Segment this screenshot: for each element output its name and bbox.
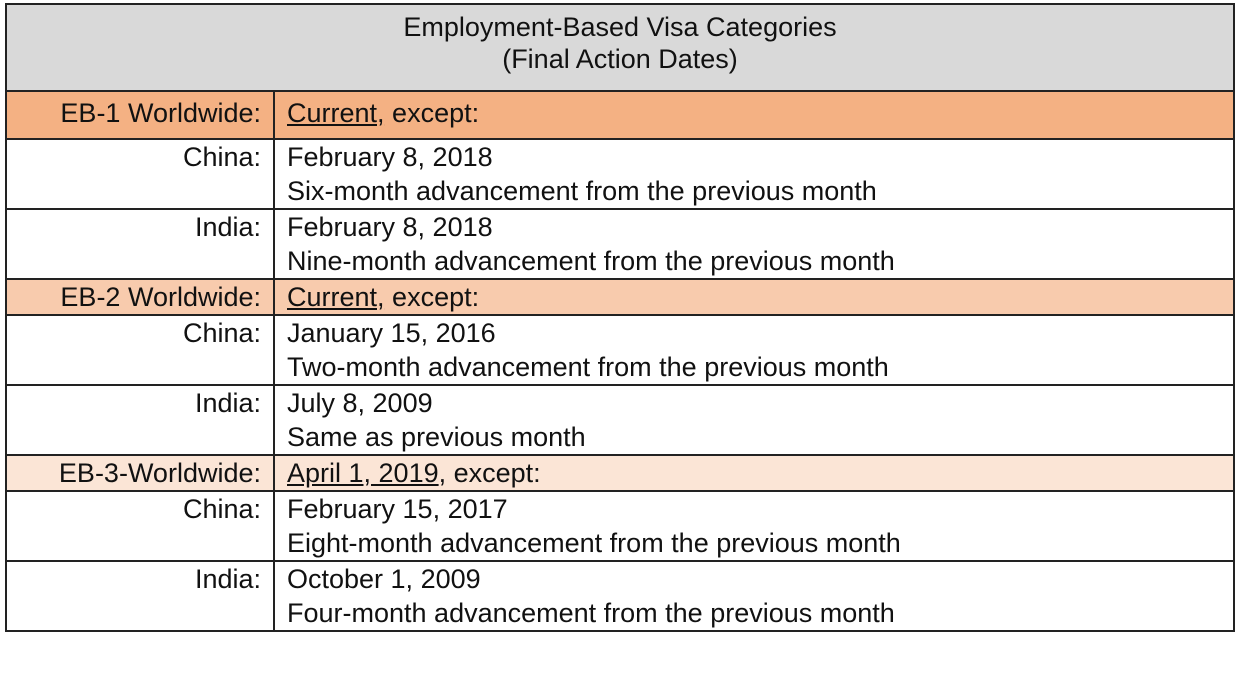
- category-row-eb3: [6, 455, 1234, 491]
- category-row-eb2: [6, 279, 1234, 315]
- final-action-date: February 8, 2018: [287, 142, 493, 172]
- country-row-eb1-china: [6, 139, 1234, 209]
- category-status: [274, 91, 1234, 139]
- advancement-note: Four-month advancement from the previous month: [287, 598, 895, 628]
- status-suffix: except:: [384, 98, 480, 128]
- advancement-note: Nine-month advancement from the previous month: [287, 246, 895, 276]
- table-title-line-2: (Final Action Dates): [502, 44, 738, 74]
- country-row-eb2-india: [6, 385, 1234, 455]
- country-value: [274, 139, 1234, 209]
- country-value: [274, 209, 1234, 279]
- table-title-row: [6, 4, 1234, 91]
- country-row-eb3-india: [6, 561, 1234, 631]
- country-value: [274, 491, 1234, 561]
- status-link[interactable]: Current,: [287, 98, 385, 128]
- advancement-note: Eight-month advancement from the previous month: [287, 528, 901, 558]
- category-status: [274, 279, 1234, 315]
- country-row-eb3-china: [6, 491, 1234, 561]
- category-label: EB-3-Worldwide:: [6, 455, 274, 491]
- country-value: [274, 315, 1234, 385]
- final-action-date: July 8, 2009: [287, 388, 433, 418]
- country-label: China:: [6, 315, 274, 385]
- country-label: India:: [6, 561, 274, 631]
- category-label: EB-1 Worldwide:: [6, 91, 274, 139]
- category-row-eb1: [6, 91, 1234, 139]
- country-value: [274, 561, 1234, 631]
- status-link[interactable]: April 1, 2019: [287, 458, 439, 488]
- status-suffix: , except:: [438, 458, 541, 488]
- country-value: [274, 385, 1234, 455]
- status-link[interactable]: Current,: [287, 282, 385, 312]
- visa-bulletin-table: [5, 3, 1235, 632]
- final-action-date: October 1, 2009: [287, 564, 481, 594]
- country-label: India:: [6, 385, 274, 455]
- category-label: EB-2 Worldwide:: [6, 279, 274, 315]
- table-title: [6, 4, 1234, 91]
- final-action-date: February 8, 2018: [287, 212, 493, 242]
- table-title-line-1: Employment-Based Visa Categories: [403, 12, 837, 42]
- country-label: China:: [6, 139, 274, 209]
- final-action-date: January 15, 2016: [287, 318, 496, 348]
- country-label: China:: [6, 491, 274, 561]
- country-label: India:: [6, 209, 274, 279]
- final-action-date: February 15, 2017: [287, 494, 508, 524]
- advancement-note: Six-month advancement from the previous month: [287, 176, 877, 206]
- advancement-note: Same as previous month: [287, 422, 586, 452]
- country-row-eb1-india: [6, 209, 1234, 279]
- country-row-eb2-china: [6, 315, 1234, 385]
- status-suffix: except:: [384, 282, 480, 312]
- advancement-note: Two-month advancement from the previous month: [287, 352, 889, 382]
- category-status: [274, 455, 1234, 491]
